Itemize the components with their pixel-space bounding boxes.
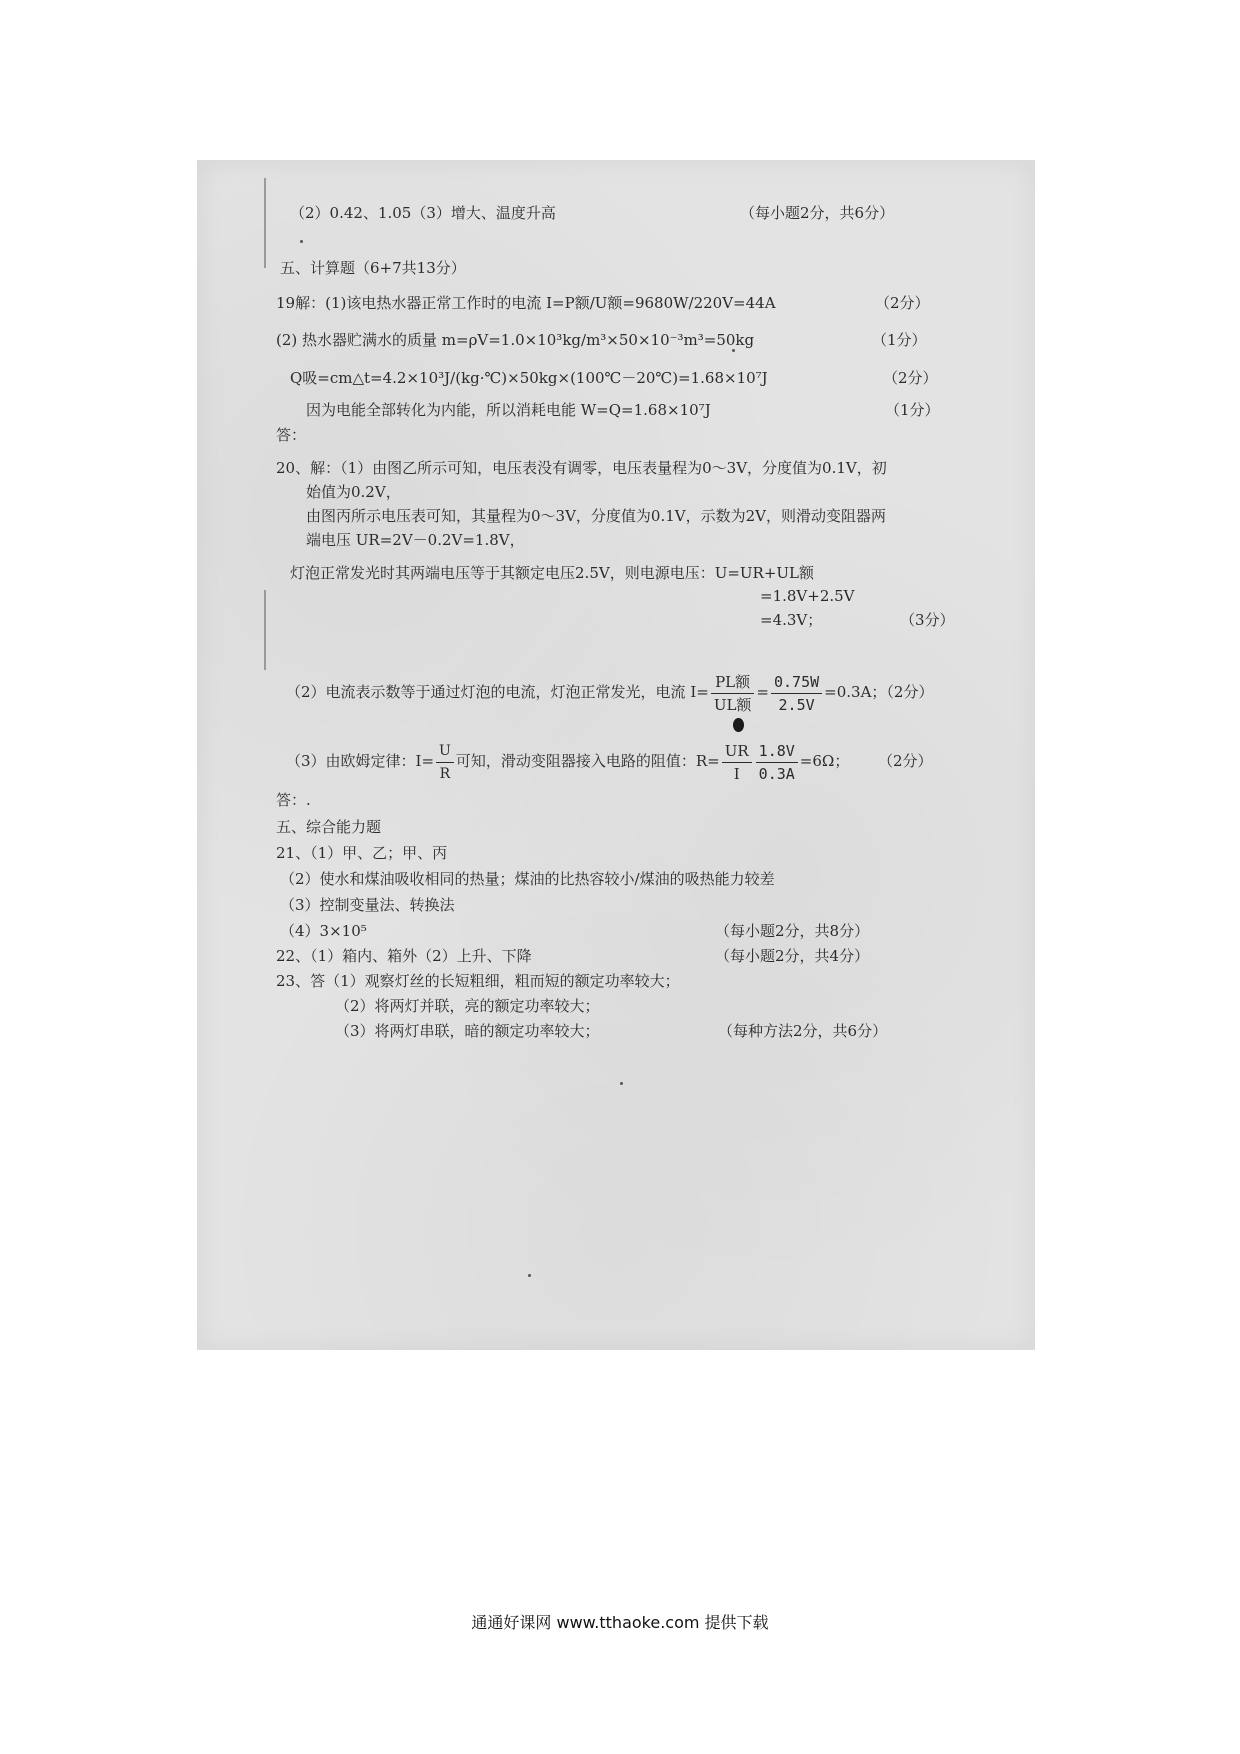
- score-note: （2分）: [875, 294, 930, 312]
- answer-line: 因为电能全部转化为内能，所以消耗电能 W=Q=1.68×10⁷J: [306, 401, 711, 419]
- fraction: [436, 740, 454, 785]
- answer-line: (2) 热水器贮满水的质量 m=ρV=1.0×10³kg/m³×50×10⁻³m³=50kg: [276, 331, 755, 349]
- fraction: [771, 671, 822, 716]
- answer-text: =6Ω；: [799, 752, 850, 770]
- answer-line: 始值为0.2V，: [306, 483, 401, 501]
- answer-line-fraction: [286, 668, 933, 716]
- answer-line: （3）将两灯串联，暗的额定功率较大；: [335, 1022, 600, 1040]
- fraction: [722, 740, 752, 785]
- score-note: （1分）: [872, 331, 927, 349]
- fraction-denominator: UL额: [713, 695, 752, 714]
- answer-line: （2）0.42、1.05（3）增大、温度升高: [290, 204, 556, 222]
- answer-text: 可知，滑动变阻器接入电路的阻值：R=: [455, 752, 720, 770]
- score-note: （3分）: [900, 611, 955, 629]
- fraction: [756, 740, 798, 785]
- score-note: （1分）: [885, 401, 940, 419]
- score-note: （2分）: [883, 369, 938, 387]
- answer-line: =1.8V+2.5V: [760, 587, 855, 605]
- answer-text: （2）电流表示数等于通过灯泡的电流，灯泡正常发光，电流 I=: [286, 683, 709, 701]
- answer-line: 19解：(1)该电热水器正常工作时的电流 I=P额/U额=9680W/220V=44A: [276, 294, 776, 312]
- fraction: [711, 671, 755, 716]
- answer-line: 灯泡正常发光时其两端电压等于其额定电压2.5V，则电源电压：U=UR+UL额: [290, 564, 815, 582]
- answer-label: 答：: [276, 426, 307, 444]
- scan-speck: [732, 349, 735, 352]
- scan-speck: [528, 1274, 531, 1277]
- fraction-numerator: 1.8V: [756, 740, 798, 763]
- fraction-numerator: 0.75W: [771, 671, 822, 694]
- answer-line: =4.3V；: [760, 611, 823, 629]
- answer-line: 21、（1）甲、乙；甲、丙: [276, 844, 448, 862]
- answer-line-fraction: [286, 737, 849, 785]
- fraction-numerator: U: [436, 740, 454, 763]
- score-note: （2分）: [878, 752, 933, 770]
- left-margin-line: [264, 178, 266, 268]
- answer-line: 23、答（1）观察灯丝的长短粗细，粗而短的额定功率较大；: [276, 972, 680, 990]
- scan-speck: [300, 240, 303, 243]
- score-note: （每小题2分，共4分）: [715, 947, 870, 965]
- answer-text: =0.3A；（2分）: [824, 683, 934, 701]
- answer-line: Q吸=cm△t=4.2×10³J/(kg·℃)×50kg×(100℃－20℃)=1.68×10⁷J: [290, 369, 768, 387]
- answer-line: （3）控制变量法、转换法: [280, 896, 455, 914]
- answer-line: 端电压 UR=2V－0.2V=1.8V，: [306, 531, 525, 549]
- fraction-denominator: I: [733, 764, 740, 783]
- ink-blot: [733, 718, 744, 732]
- answer-line: 22、（1）箱内、箱外（2）上升、下降: [276, 947, 532, 965]
- fraction-denominator: R: [439, 765, 451, 782]
- score-note: （每种方法2分，共6分）: [718, 1022, 888, 1040]
- fraction-denominator: 0.3A: [758, 764, 795, 783]
- answer-text: （3）由欧姆定律：I=: [286, 752, 435, 770]
- answer-line: （4）3×10⁵: [280, 922, 367, 940]
- equals-sign: =: [756, 683, 769, 701]
- answer-line: （2）将两灯并联，亮的额定功率较大；: [335, 997, 600, 1015]
- score-note: （每小题2分，共8分）: [715, 922, 870, 940]
- answer-line: 20、解：（1）由图乙所示可知，电压表没有调零，电压表量程为0～3V，分度值为0.1V，初: [276, 459, 887, 477]
- scan-speck: [620, 1082, 623, 1085]
- section-heading: 五、综合能力题: [276, 818, 382, 836]
- score-note: （每小题2分，共6分）: [740, 204, 895, 222]
- fraction-denominator: 2.5V: [778, 695, 815, 714]
- answer-line: （2）使水和煤油吸收相同的热量；煤油的比热容较小/煤油的吸热能力较差: [280, 870, 775, 888]
- left-margin-line: [264, 590, 266, 670]
- answer-label: 答：.: [276, 791, 311, 809]
- answer-line: 由图丙所示电压表可知，其量程为0～3V，分度值为0.1V，示数为2V，则滑动变阻器两: [306, 507, 886, 525]
- fraction-numerator: UR: [722, 740, 752, 763]
- fraction-numerator: PL额: [711, 671, 755, 694]
- page-footer: 通通好课网 www.tthaoke.com 提供下载: [471, 1613, 769, 1632]
- section-heading: 五、计算题（6+7共13分）: [280, 259, 466, 277]
